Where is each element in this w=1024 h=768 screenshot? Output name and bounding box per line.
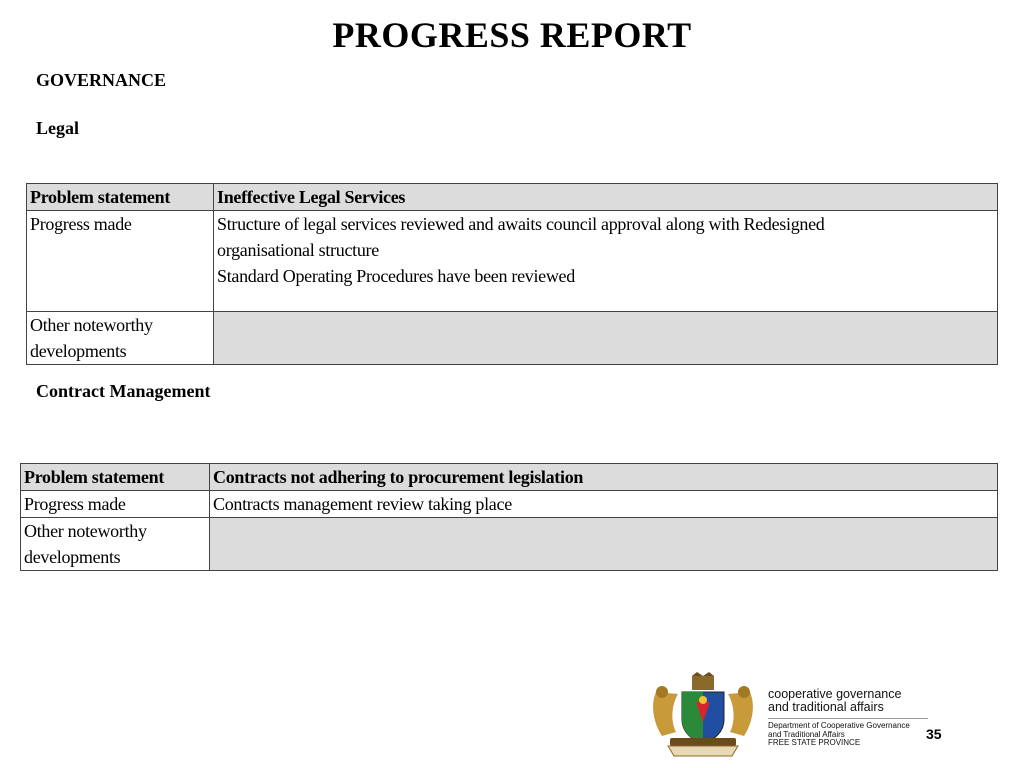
department-line: Department of Cooperative Governance [768, 721, 910, 730]
problem-statement-label: Problem statement [27, 184, 214, 211]
other-label-line: developments [30, 341, 127, 361]
table-row [21, 491, 998, 518]
page-number: 35 [926, 726, 942, 742]
brand-line: and traditional affairs [768, 700, 884, 714]
table-row [27, 184, 998, 211]
department-line: and Traditional Affairs [768, 729, 845, 739]
other-label-line: Other noteworthy [24, 521, 147, 541]
progress-line: Structure of legal services reviewed and awaits council approval along with Redesigned [217, 214, 825, 234]
subsection-heading-legal: Legal [36, 118, 79, 138]
table-row [27, 312, 998, 365]
problem-statement-value: Ineffective Legal Services [214, 184, 998, 211]
page-title: PROGRESS REPORT [332, 15, 692, 55]
other-developments-value [214, 312, 998, 365]
department-line: FREE STATE PROVINCE [768, 738, 861, 747]
other-label-line: Other noteworthy [30, 315, 153, 335]
progress-line: Standard Operating Procedures have been reviewed [217, 266, 575, 286]
table-row [21, 464, 998, 491]
section-heading-governance: GOVERNANCE [36, 70, 167, 90]
divider [768, 718, 928, 719]
table-row [21, 518, 998, 571]
problem-statement-label: Problem statement [21, 464, 210, 491]
progress-made-label: Progress made [27, 211, 214, 312]
free-state-coat-of-arms-icon [648, 672, 758, 758]
subsection-heading-contract-management: Contract Management [36, 381, 211, 401]
contract-management-table [20, 463, 998, 571]
table-row [27, 211, 998, 312]
progress-made-value: Contracts management review taking place [210, 491, 998, 518]
footer-logo [648, 672, 948, 762]
progress-line: organisational structure [217, 240, 379, 260]
problem-statement-value: Contracts not adhering to procurement legislation [210, 464, 998, 491]
other-developments-label [21, 518, 210, 571]
legal-table [26, 183, 998, 365]
progress-made-value [214, 211, 998, 312]
progress-made-label: Progress made [21, 491, 210, 518]
other-label-line: developments [24, 547, 121, 567]
other-developments-label [27, 312, 214, 365]
other-developments-value [210, 518, 998, 571]
brand-line: cooperative governance [768, 687, 902, 701]
